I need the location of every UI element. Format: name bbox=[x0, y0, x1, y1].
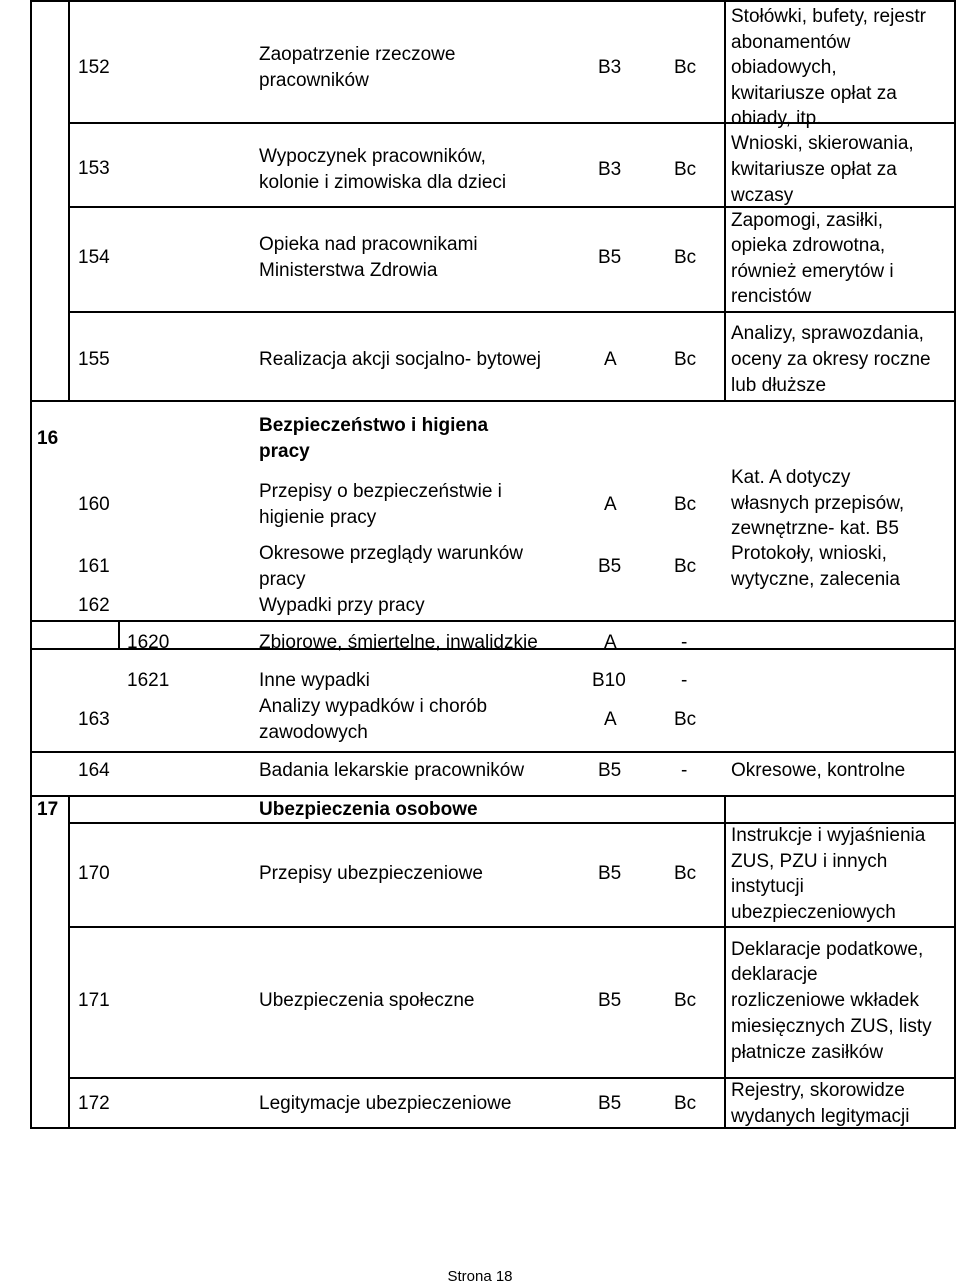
row-number: 153 bbox=[78, 158, 110, 179]
row-category: B5 bbox=[598, 556, 622, 577]
row-notes: wytyczne, zalecenia bbox=[731, 569, 900, 590]
page-number: Strona 18 bbox=[447, 1268, 513, 1285]
row-number: 161 bbox=[78, 556, 110, 577]
row-category: B5 bbox=[598, 760, 622, 781]
row-cell: Bc bbox=[674, 863, 697, 884]
row-cell: - bbox=[681, 632, 688, 653]
row-number: 160 bbox=[78, 494, 110, 515]
row-category: B5 bbox=[598, 863, 622, 884]
row-category: A bbox=[604, 494, 617, 515]
row-cell: Bc bbox=[674, 990, 697, 1011]
row-notes: Okresowe, kontrolne bbox=[731, 760, 906, 781]
row-title: pracy bbox=[259, 569, 306, 590]
group-number: 17 bbox=[37, 799, 59, 820]
row-notes: instytucji bbox=[731, 876, 804, 897]
row-title: higienie pracy bbox=[259, 507, 377, 528]
table-border bbox=[30, 795, 956, 797]
row-number: 164 bbox=[78, 760, 110, 781]
row-title: Ubezpieczenia społeczne bbox=[259, 990, 475, 1011]
row-notes: kwitariusze opłat za bbox=[731, 159, 897, 180]
row-number: 155 bbox=[78, 349, 110, 370]
row-title: Zbiorowe, śmiertelne, inwalidzkie bbox=[259, 632, 538, 653]
row-category: A bbox=[604, 349, 617, 370]
row-title: kolonie i zimowiska dla dzieci bbox=[259, 172, 507, 193]
row-cell: Bc bbox=[674, 349, 697, 370]
row-notes: Wnioski, skierowania, bbox=[731, 133, 914, 154]
row-title: Analizy wypadków i chorób bbox=[259, 696, 488, 717]
table-border bbox=[30, 0, 32, 1129]
row-notes: płatnicze zasiłków bbox=[731, 1042, 884, 1063]
row-category: B3 bbox=[598, 159, 622, 180]
row-cell: Bc bbox=[674, 556, 697, 577]
row-cell: Bc bbox=[674, 494, 697, 515]
row-notes: wczasy bbox=[731, 185, 794, 206]
row-title: Wypadki przy pracy bbox=[259, 595, 425, 616]
row-notes: ZUS, PZU i innych bbox=[731, 851, 888, 872]
group-title: pracy bbox=[259, 441, 310, 462]
row-title: Zaopatrzenie rzeczowe bbox=[259, 44, 456, 65]
table-border bbox=[118, 622, 120, 650]
table-border bbox=[30, 751, 956, 753]
row-number: 171 bbox=[78, 990, 110, 1011]
row-number: 154 bbox=[78, 247, 110, 268]
table-border bbox=[68, 122, 956, 124]
row-notes: ubezpieczeniowych bbox=[731, 902, 896, 923]
table-border bbox=[68, 926, 956, 928]
row-category: A bbox=[604, 632, 617, 653]
row-cell: - bbox=[681, 760, 688, 781]
row-notes: obiadowych, bbox=[731, 57, 837, 78]
row-notes: Stołówki, bufety, rejestr bbox=[731, 6, 927, 27]
row-notes: oceny za okresy roczne bbox=[731, 349, 931, 370]
row-title: pracowników bbox=[259, 70, 369, 91]
row-cell: Bc bbox=[674, 57, 697, 78]
row-title: Realizacja akcji socjalno- bytowej bbox=[259, 349, 541, 370]
row-number: 172 bbox=[78, 1093, 110, 1114]
row-title: Badania lekarskie pracowników bbox=[259, 760, 525, 781]
row-category: B10 bbox=[592, 670, 626, 691]
table-border bbox=[68, 0, 70, 402]
row-category: B5 bbox=[598, 1093, 622, 1114]
row-notes: Rejestry, skorowidze bbox=[731, 1080, 905, 1101]
row-notes: Zapomogi, zasiłki, bbox=[731, 210, 884, 231]
row-notes: obiady, itp. bbox=[731, 108, 822, 129]
row-notes: abonamentów bbox=[731, 32, 851, 53]
row-notes: również emerytów i bbox=[731, 261, 894, 282]
table-border bbox=[954, 0, 956, 1129]
row-notes: zewnętrzne- kat. B5 bbox=[731, 518, 899, 539]
row-notes: miesięcznych ZUS, listy bbox=[731, 1016, 932, 1037]
table-border bbox=[68, 797, 70, 1129]
row-number: 162 bbox=[78, 595, 110, 616]
table-border bbox=[68, 311, 956, 313]
table-border bbox=[30, 400, 956, 402]
row-category: B5 bbox=[598, 990, 622, 1011]
table-border bbox=[724, 0, 726, 402]
row-notes: rencistów bbox=[731, 286, 812, 307]
row-category: B5 bbox=[598, 247, 622, 268]
row-title: zawodowych bbox=[259, 722, 368, 743]
row-notes: Kat. A dotyczy bbox=[731, 467, 851, 488]
row-notes: wydanych legitymacji bbox=[731, 1106, 910, 1127]
row-title: Ministerstwa Zdrowia bbox=[259, 260, 438, 281]
row-category: B3 bbox=[598, 57, 622, 78]
row-number: 1620 bbox=[127, 632, 170, 653]
group-title: Bezpieczeństwo i higiena bbox=[259, 415, 489, 436]
group-title: Ubezpieczenia osobowe bbox=[259, 799, 478, 820]
row-notes: opieka zdrowotna, bbox=[731, 235, 886, 256]
table-border bbox=[30, 0, 956, 2]
row-title: Okresowe przeglądy warunków bbox=[259, 543, 524, 564]
table-border bbox=[30, 620, 956, 622]
row-title: Opieka nad pracownikami bbox=[259, 234, 478, 255]
row-notes: Protokoły, wnioski, bbox=[731, 543, 887, 564]
row-category: A bbox=[604, 709, 617, 730]
row-number: 1621 bbox=[127, 670, 170, 691]
row-notes: deklaracje bbox=[731, 964, 818, 985]
row-notes: własnych przepisów, bbox=[731, 493, 905, 514]
row-notes: Analizy, sprawozdania, bbox=[731, 323, 924, 344]
group-number: 16 bbox=[37, 428, 59, 449]
row-number: 170 bbox=[78, 863, 110, 884]
row-title: Przepisy o bezpieczeństwie i bbox=[259, 481, 502, 502]
row-notes: lub dłuższe bbox=[731, 375, 827, 396]
row-notes: Deklaracje podatkowe, bbox=[731, 939, 924, 960]
row-title: Legitymacje ubezpieczeniowe bbox=[259, 1093, 512, 1114]
row-notes: rozliczeniowe wkładek bbox=[731, 990, 919, 1011]
row-notes: kwitariusze opłat za bbox=[731, 83, 897, 104]
row-cell: - bbox=[681, 670, 688, 691]
row-notes: Instrukcje i wyjaśnienia bbox=[731, 825, 926, 846]
row-cell: Bc bbox=[674, 247, 697, 268]
row-number: 163 bbox=[78, 709, 110, 730]
row-cell: Bc bbox=[674, 709, 697, 730]
row-cell: Bc bbox=[674, 1093, 697, 1114]
table-border bbox=[724, 797, 726, 1129]
row-number: 152 bbox=[78, 57, 110, 78]
row-title: Wypoczynek pracowników, bbox=[259, 146, 486, 167]
row-title: Inne wypadki bbox=[259, 670, 370, 691]
row-title: Przepisy ubezpieczeniowe bbox=[259, 863, 483, 884]
row-cell: Bc bbox=[674, 159, 697, 180]
